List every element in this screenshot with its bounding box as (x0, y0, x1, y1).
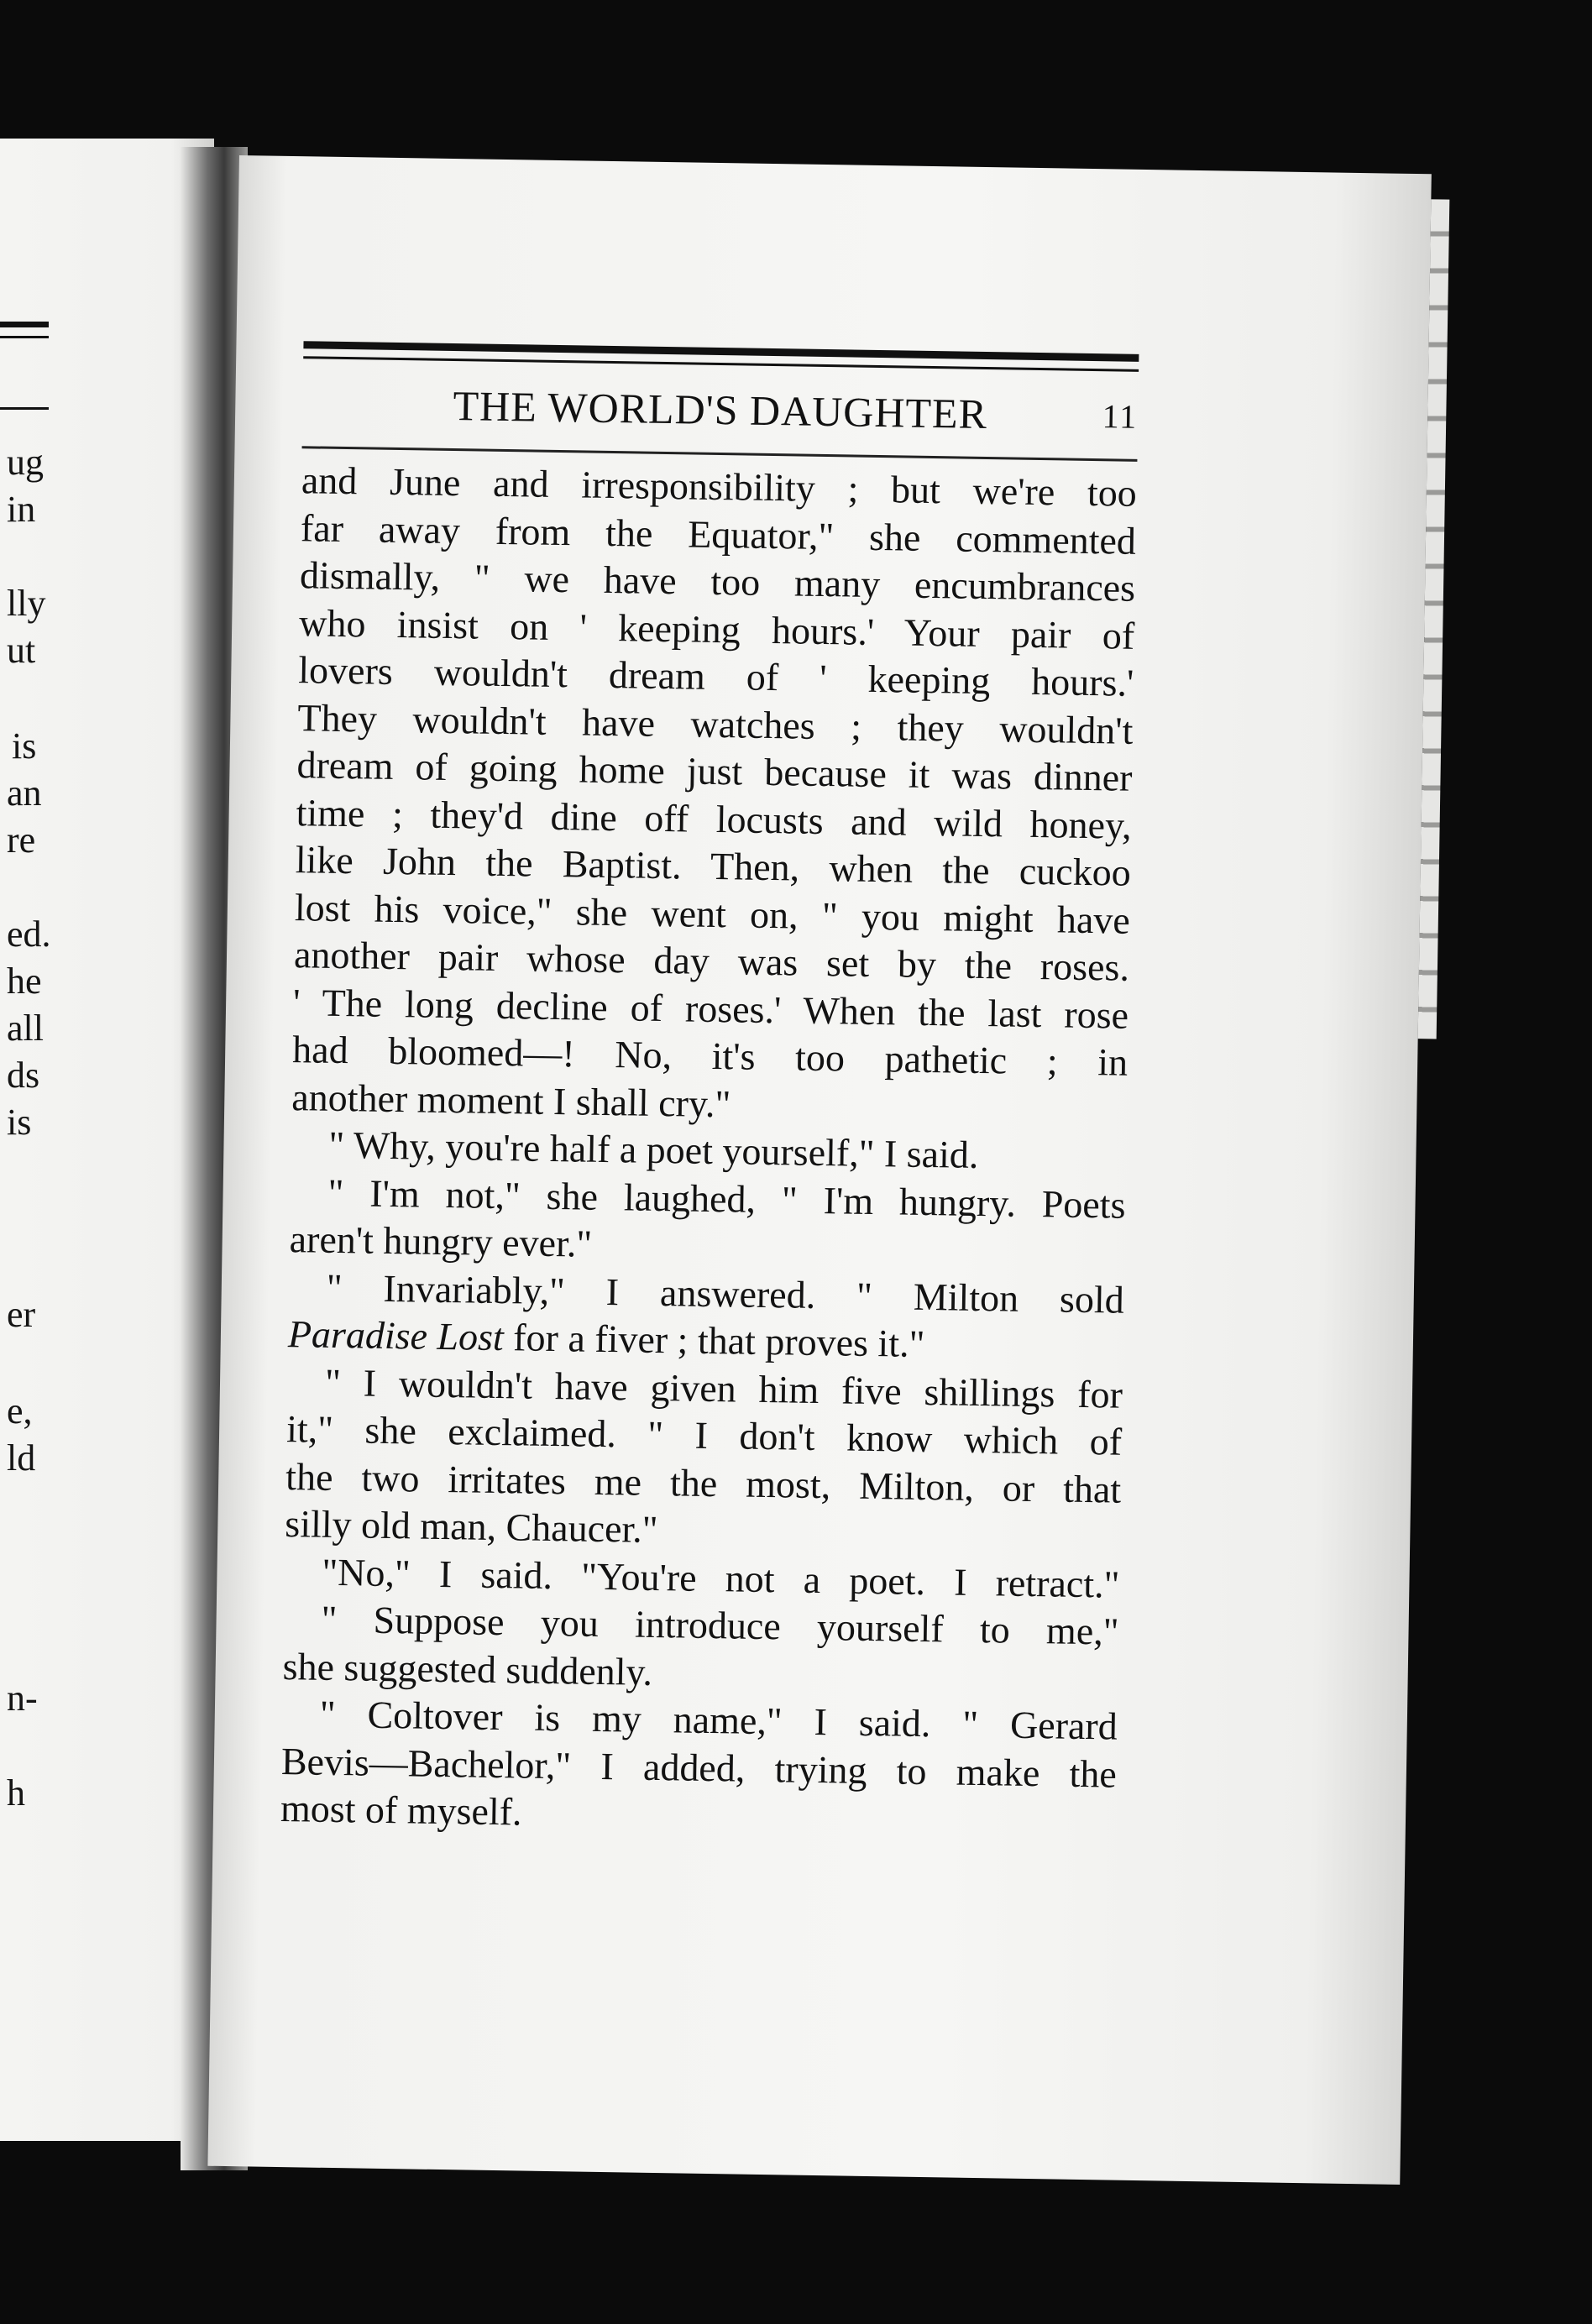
left-fragment: ld (7, 1437, 36, 1479)
left-fragment: in (7, 489, 36, 530)
text-line: another moment I shall cry." (291, 1075, 731, 1125)
text-line: had bloomed—! No, it's too pathetic ; in (291, 1028, 1129, 1084)
left-fragment: ed. (7, 913, 51, 955)
text-line: the two irritates me the most, Milton, or that (285, 1454, 1122, 1511)
left-fragment: er (7, 1294, 36, 1335)
text-line: " Invariably," I answered. " Milton sold (326, 1265, 1125, 1322)
text-line: dismally, " we have too many encumbrances (299, 553, 1136, 610)
text-line: and June and irresponsibility ; but we're too (301, 458, 1138, 515)
text-line: They wouldn't have watches ; they wouldn't (297, 695, 1134, 752)
text-line: " Coltover is my name," I said. " Gerard (319, 1692, 1118, 1748)
text-line: she suggested suddenly. (282, 1644, 653, 1693)
text-line: dream of going home just because it was dinner (296, 743, 1133, 799)
text-line: lovers wouldn't dream of ' keeping hours.' (297, 648, 1134, 704)
left-fragment: all (7, 1008, 44, 1049)
text-line: ' The long decline of roses.' When the last rose (292, 980, 1129, 1037)
left-fragment: ds (7, 1055, 40, 1096)
text-line: far away from the Equator," she commented (300, 505, 1137, 563)
left-page-rule-under (0, 407, 49, 410)
text-line-rest: for a fiver ; that proves it." (503, 1316, 925, 1365)
text-line: another pair whose day was set by the roses. (293, 933, 1130, 989)
text-line: silly old man, Chaucer." (285, 1502, 658, 1552)
body-text (280, 457, 1138, 1845)
italic-title: Paradise Lost (287, 1312, 505, 1359)
left-fragment: an (7, 772, 42, 814)
text-line: most of myself. (280, 1787, 522, 1834)
page-number: 11 (1102, 397, 1139, 436)
text-line: it," she exclaimed. " I don't know which of (285, 1407, 1123, 1463)
running-title: THE WORLD'S DAUGHTER (453, 382, 988, 438)
text-line: " I wouldn't have given him five shillings for (324, 1360, 1123, 1416)
left-fragment: ut (7, 630, 36, 671)
text-line: aren't hungry ever." (289, 1217, 593, 1265)
left-fragment: he (7, 960, 42, 1002)
page-edge (1418, 199, 1450, 1039)
text-line: "No," I said. "You're not a poet. I retract." (322, 1550, 1120, 1606)
left-fragment: re (7, 819, 36, 861)
left-fragment: e, (7, 1390, 33, 1432)
text-line: who insist on ' keeping hours.' Your pair of (298, 600, 1135, 657)
left-fragment: h (7, 1772, 25, 1814)
running-head (302, 379, 1139, 451)
text-line: lost his voice," she went on, " you might have (294, 885, 1131, 942)
left-fragment: is (7, 1102, 32, 1143)
text-line: Bevis—Bachelor," I added, trying to make the (280, 1739, 1118, 1796)
left-fragment: ug (7, 442, 44, 483)
left-fragment: n- (7, 1678, 38, 1719)
left-fragment: is (12, 725, 37, 767)
book-page (207, 155, 1431, 2185)
text-line: " I'm not," she laughed, " I'm hungry. Poets (327, 1170, 1126, 1227)
text-line: time ; they'd dine off locusts and wild honey, (296, 790, 1133, 847)
left-fragment: lly (7, 583, 46, 624)
left-page-rule-thick (0, 322, 49, 327)
left-page-rule-thin (0, 336, 49, 338)
text-line: " Why, you're half a poet yourself," I said. (328, 1123, 979, 1176)
text-line: " Suppose you introduce yourself to me," (321, 1597, 1119, 1653)
text-line: like John the Baptist. Then, when the cuckoo (295, 838, 1132, 894)
